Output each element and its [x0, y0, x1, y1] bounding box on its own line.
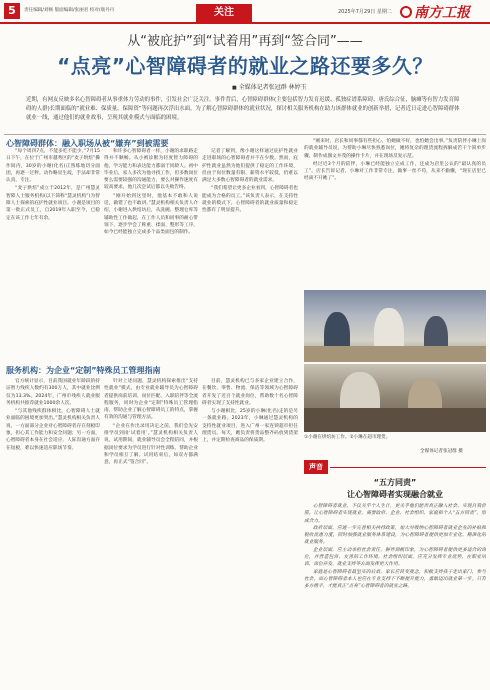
article-column [202, 378, 298, 684]
article-column [6, 378, 100, 684]
masthead [400, 2, 470, 22]
article-lead: 近期，有网友反映多名心智障碍者从事重体力劳动的事件，引发社会广泛关注。事件背后，心智障碍群体(主要包括智力发育迟缓、孤独症谱系障碍、唐氏综合征、脑瘫等有智力发育障碍的人群)长期面临的“就业难、保质量、保障资”等问题再次浮出水面。为了解心智障碍群体的就业状况，探讨相关服务机构在助力该群体就业的创新举措，记者近日走进心智障碍群体就业一线，通过他们的就业故事，呈现其就业模式与面临的困境。 [26, 97, 460, 121]
paragraph: 与小谢相比，25岁的小琳(化名)走的是另一条就业路。2023年，小琳通过慧灵机构的支持性就业项目，进入广州一家连锁超市担任理货员。每天，她负责将货品整齐码放到货架上，并定期检查商品的保质期。 [202, 409, 298, 444]
commentary-body [304, 503, 486, 685]
paragraph: 和许多心智障碍者一样，小谢的求职路走得并不顺畅。从小被诊断为轻度智力障碍的他，学习能力和表达能力都弱于同龄人。初中毕业后，家人多次为他寻找工作，但多数岗位要么需要较强的沟通能力，要么对操作速度有较高要求，他几次尝试后都以失败告终。 [104, 149, 198, 191]
table-surface [304, 408, 486, 432]
section-heading-1: 心智障碍群体：融入职场从被“嫌弃”到被需要 [6, 139, 169, 148]
paragraph: “刚开始到这里时，他基本不敢和人说话，做错了也不敢讲。”慧灵机构相关负责人介绍，小谢进入烘焙坊后，从洗碗、整理仓库等辅助性工作做起，在工作人员和同事的耐心带领下，逐步学会了称重、揉面、整形等工序，如今已经能独立完成多个品类面包的制作。 [104, 193, 198, 236]
paragraph: “每个周四7点，不能多吃不能少。”7月15日下午，在位于广州市越秀区的“麦子烘焙”操作间内，30岁的小谢(化名)正熟练地切分面团，再逐一过秤。动作略显生疏，手法却非常认真、专注。 [6, 149, 100, 184]
paragraph: “我们希望让更多企业看到，心智障碍者也能成为合格的员工。”该负责人表示，在支持性就业的模式下，心智障碍者的就业质量和稳定性都有了明显提升。 [202, 186, 298, 214]
paragraph: 心智障碍者就业，不仅关乎个人生计，更关乎他们能否真正融入社会、实现自我价值。让心智障碍者实现就业，需要政府、企业、社会组织、家庭和个人“五方同责”，形成合力。 [304, 504, 486, 524]
photo-credit: 全媒体记者张冠群 摄 [420, 449, 463, 454]
masthead-title: 南方工报 [414, 5, 470, 21]
commentary-subtitle: 让心智障碍者实现融合就业 [347, 490, 443, 499]
photo-caption: ①小谢在烘焙坊工作。②小琳在超市理货。 [304, 435, 391, 440]
paragraph: “麦子烘焙”成立于2012年，是广州慧灵智障人士服务机构(以下简称“慧灵机构”)为智障人士探索的庇护性就业项目。小谢是项目的第一批正式员工，自2019年入职至今，已稳定在该工作七年有余。 [6, 186, 100, 221]
issue-date: 2025年7月29日 星期二 [338, 9, 392, 15]
article-column [202, 148, 298, 362]
divider [330, 467, 486, 468]
paragraph: 官方统计显示，目前我国就业年龄段的持证智力残疾人数约有300万人，其中就业比例仅为13.3%。2024年，广州市残疾人就业服务机构共推荐就业1000余人次。 [6, 379, 100, 406]
article-kicker: 从“被庇护”到“试着用”再到“签合同”—— [127, 34, 363, 49]
paragraph: 企业层面，应主动承担社会责任，摒弃刻板印象，为心智障碍者提供更多适合的岗位，并营造包容、友善的工作环境。社会组织层面，应充分发挥专业优势，在职业培训、岗位开发、就业支持等方面发挥更大作用。 [304, 547, 486, 568]
article-column [104, 378, 198, 684]
paragraph: “刚来时，店长和同事都有些担心，怕她做不好，也怕她会出事。”负责陪伴小琳上岗的就业辅导员说，为帮助小琳尽快熟悉岗位，她将复杂的理货流程拆解成若干个简单步骤，制作成图文并茂的操作卡片，并在现场反复示范。 [304, 139, 486, 159]
article-column [6, 148, 100, 362]
paragraph: 针对上述问题，慧灵机构探索推出“支持性就业”模式，由专业就业辅导员为心智障碍者提供岗前培训、岗位匹配、入职陪伴等全流程服务，同时为企业“定制”特殊员工管理指南，帮助企业了解心智障碍员工的特点，掌握有效的沟通与管理方法。 [104, 379, 198, 421]
section-tag: 关注 [196, 4, 252, 22]
page-header [0, 0, 490, 24]
article-headline: “点亮”心智障碍者的就业之路还要多久？ [57, 54, 433, 78]
paragraph: 家庭是心智障碍者最坚实的后盾。家长应转变观念，积极支持孩子走出家门、参与社会，而心智障碍者本人也应在专业支持下不断提升能力，勇敢迈出就业第一步。只有多方携手，才能真正“点亮”心智障碍者的就业之路。 [304, 569, 486, 590]
section-heading-2: 服务机构：为企业“定制”特殊员工管理指南 [6, 366, 161, 375]
commentary-label: 声音 [304, 460, 328, 474]
counter-surface [304, 346, 486, 362]
commentary-title: “五方同责” [373, 478, 417, 487]
page-number: 5 [4, 3, 20, 19]
paragraph: “企业在作出录用决定之前，我们会先安排学员到岗‘试着用’。”慧灵机构相关负责人说，试用期间，就业辅导员会全程陪同，并根据岗位要求为学员进行针对性训练，帮助企业和学员相互了解。试用结束后，如双方都满意，再正式“签合同”。 [104, 423, 198, 466]
paragraph: 经过近3个月的陪伴，小琳已经能独立完成工作，还成为店里公认的“最认真的员工”。店长告诉记者，小琳对工作非常专注，做事一丝不苟，从来不偷懒，“现在店里已经离不开她了”。 [304, 161, 486, 182]
editor-credits: 责任编辑/刘畅 版面编辑/张丽君 校对/康丹丹 [24, 8, 115, 13]
paragraph: “与其他残疾群体相比，心智障碍人士就业面临的困境更加突出。”慧灵机构相关负责人说，一方面部分企业对心智障碍者存在刻板印象，担心其工作能力和安全问题；另一方面，心智障碍者本身在社会适应、人际沟通方面存在短板，难以快速适应职场节奏。 [6, 409, 100, 451]
paragraph: 记者了解到，像小谢这样通过庇护性就业走进职场的心智障碍者并不在少数。然而，庇护性就业虽然为他们提供了稳定的工作环境，但由于岗位数量有限、薪资水平较低，仍难以满足大多数心智障碍者的就业需求。 [202, 149, 298, 184]
article-byline: ■ 全媒体记者张冠群 林婷玉 [232, 82, 307, 91]
paragraph: 政府层面，应进一步完善相关扶持政策，加大对吸纳心智障碍者就业企业的补贴和税收优惠力度，同时加强就业服务体系建设，为心智障碍者提供更加专业化、精准化的就业服务。 [304, 525, 486, 546]
news-photo-2 [304, 364, 486, 432]
news-photo-1 [304, 290, 486, 362]
divider [4, 134, 486, 135]
paragraph: 目前，慧灵机构已与多家企业建立合作，在餐饮、零售、物流、保洁等领域为心智障碍者开发了近百个就业岗位，帮助数十名心智障碍者实现了支持性就业。 [202, 379, 298, 406]
article-column [304, 138, 486, 286]
article-column [104, 148, 198, 362]
newspaper-logo-icon [400, 6, 412, 18]
